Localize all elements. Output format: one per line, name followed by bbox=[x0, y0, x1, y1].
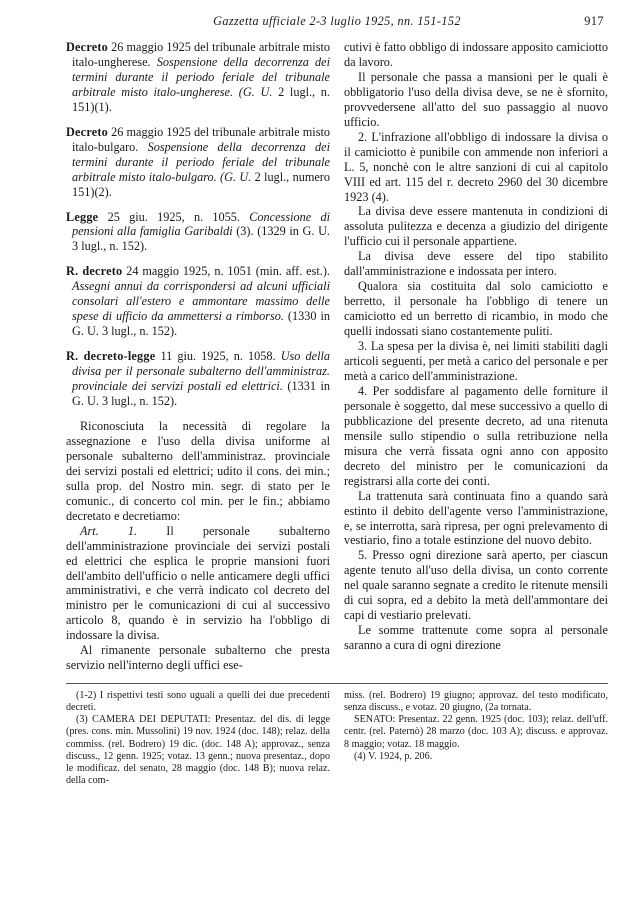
entry-lead: 11 giu. 1925, n. 1058. bbox=[155, 349, 281, 364]
entry-reference: (1331 in G. U. 3 lugl., n. 152). bbox=[72, 379, 331, 409]
article-1-text: Il personale subalterno dell'amministrazione provinciale dei servizi postali ed elettrici che esplica le proprie mansioni fuori dell'ambito dell'ufficio o nelle anticamere degli uffici amministrativi, e che verrà indicato col decreto del ministro per le comunicazioni di cui al successivo articolo 8, quando è in servizio ha l'obbligo di indossare la divisa. bbox=[66, 523, 331, 643]
entry-keyword: Decreto bbox=[66, 40, 108, 54]
entry-reference: (3). (1329 in G. U. 3 lugl., n. 152). bbox=[72, 224, 330, 254]
footnotes-right bbox=[344, 690, 608, 787]
footnotes-left bbox=[66, 690, 330, 787]
right-paragraph: La divisa deve essere mantenuta in condizioni di assoluta pulitezza e decenza a giudizio del dirigente l'ufficio cui il personale appartiene. bbox=[344, 204, 608, 249]
decree-entry bbox=[66, 210, 330, 255]
decree-entries bbox=[66, 40, 330, 409]
entry-keyword: Decreto bbox=[66, 124, 108, 139]
entry-lead: 26 maggio 1925 del tribunale arbitrale misto italo-ungherese. bbox=[72, 40, 330, 69]
right-paragraph: cutivi è fatto obbligo di indossare apposito camiciotto da lavoro. bbox=[344, 40, 608, 69]
article-1-label: Art. 1. bbox=[80, 523, 138, 538]
entry-reference: 2 lugl., n. 151)(1). bbox=[72, 84, 330, 114]
decree-entry bbox=[66, 349, 330, 409]
decree-entry bbox=[66, 125, 330, 200]
page-number: 917 bbox=[584, 14, 604, 28]
entry-keyword: Legge bbox=[66, 209, 99, 224]
entry-title: Concessione di pensioni alla famiglia Garibaldi bbox=[72, 209, 330, 239]
entry-lead: 26 maggio 1925 del tribunale arbitrale misto italo-bulgaro. bbox=[72, 124, 330, 154]
article-1-paragraph-2: Al rimanente personale subalterno che presta servizio nell'interno degli uffici ese- bbox=[66, 643, 330, 673]
entry-lead: 25 giu. 1925, n. 1055. bbox=[98, 209, 250, 224]
right-paragraph: La trattenuta sarà continuata fino a quando sarà estinto il debito dell'agente verso l'amministrazione, e, se interrotta, sarà ripresa, per ogni prelevamento di vestiario, fino a totale estinzione del nuovo debito. bbox=[344, 488, 608, 548]
decree-intro: Riconosciuta la necessità di regolare la assegnazione e l'uso della divisa uniforme al personale subalterno dell'amministraz. provinciale dei servizi postali ed elettrici; udito il cons. dei min.; sulla prop. del Nostro min. segr. di stato per le comunic., di concerto col min. per le fin.; abbiamo decretato e decretiamo: bbox=[66, 418, 330, 523]
entry-title: Uso della divisa per il personale subalterno dell'amministraz. provinciale dei servizi postali ed elettrici. bbox=[72, 349, 331, 394]
footnote: (3) CAMERA DEI DEPUTATI: Presentaz. del dis. di legge (pres. cons. min. Mussolini) 19 nov. 1924 (doc. 148); relaz. della commiss. (rel. Bodrero) 19 dic. (doc. 148 A); approvaz., senza discuss., 12 genn. 1925; votaz. 13 genn.; nuova presentaz., dopo le modificaz. del senato, 28 maggio (doc. 148 B); nuova relaz. della com- bbox=[66, 714, 330, 786]
footnote: (1-2) I rispettivi testi sono uguali a quelli dei due precedenti decreti. bbox=[66, 690, 330, 714]
right-column bbox=[344, 40, 608, 673]
entry-lead: 24 maggio 1925, n. 1051 (min. aff. est.). bbox=[122, 264, 330, 279]
right-paragraph: 4. Per soddisfare al pagamento delle forniture il personale è soggetto, dal mese successivo a quello di pubblicazione del presente decreto, ad una ritenuta mensile sullo stipendio o sulla retribuzione nella misura che verrà fissata ogni anno con apposito decreto del ministro per le comunicazioni da registrarsi alla corte dei conti. bbox=[344, 383, 608, 488]
right-paragraph: 5. Presso ogni direzione sarà aperto, per ciascun agente tenuto all'uso della divisa, un conto corrente nel quale saranno segnate a credito le ritenute mensili di cui sopra, ed a debito la metà dell'ammontare dei capi di vestiario prelevati. bbox=[344, 548, 608, 623]
entry-reference: (1330 in G. U. 3 lugl., n. 152). bbox=[72, 309, 331, 339]
decree-entry bbox=[66, 40, 330, 115]
footnotes bbox=[66, 683, 608, 787]
footnote: miss. (rel. Bodrero) 19 giugno; approvaz. del testo modificato, senza discuss., e votaz. 20 giugno, (2a tornata. bbox=[344, 690, 608, 714]
entry-title: Sospensione della decorrenza dei termini durante il periodo feriale del tribunale arbitrale misto italo-bulgaro. (G. U. bbox=[72, 139, 330, 184]
decree-entry bbox=[66, 264, 330, 339]
right-paragraph: 3. La spesa per la divisa è, nei limiti stabiliti dagli articoli seguenti, per metà a carico del personale e per metà a carico dell'amministrazione. bbox=[344, 339, 608, 383]
page-header bbox=[66, 14, 608, 36]
entry-reference: 2 lugl., numero 151)(2). bbox=[72, 169, 330, 199]
article-1 bbox=[66, 524, 330, 644]
right-paragraph: Qualora sia costituita dal solo camiciotto e berretto, il personale ha l'obbligo di tenere un camiciotto ed un berretto di ricambio, in modo che quelli indossati siano costantemente puliti. bbox=[344, 279, 608, 339]
right-paragraph: Il personale che passa a mansioni per le quali è obbligatorio l'uso della divisa deve, se ne è sfornito, provvedersene all'atto del suo passaggio al nuovo ufficio. bbox=[344, 69, 608, 129]
right-paragraph: La divisa deve essere del tipo stabilito dall'amministrazione e indossata per intero. bbox=[344, 249, 608, 279]
footnote: (4) V. 1924, p. 206. bbox=[354, 750, 433, 762]
right-paragraph: Le somme trattenute come sopra al personale saranno a cura di ogni direzione bbox=[344, 623, 608, 653]
entry-keyword: R. decreto bbox=[66, 264, 123, 279]
page-header-title: Gazzetta ufficiale 2-3 luglio 1925, nn. 151-152 bbox=[213, 14, 461, 28]
entry-title: Assegni annui da corrispondersi ad alcuni ufficiali consolari all'estero e ammontare massimo delle spese di ufficio da ammettersi a rimborso. bbox=[72, 279, 330, 324]
left-column bbox=[66, 40, 330, 673]
entry-keyword: R. decreto-legge bbox=[66, 349, 156, 364]
entry-title: Sospensione della decorrenza dei termini durante il periodo feriale del tribunale arbitrale misto italo-ungherese. (G. U. bbox=[72, 54, 330, 99]
right-paragraph: 2. L'infrazione all'obbligo di indossare la divisa o il camiciotto è punibile con ammende non inferiori a L. 5, nonchè con le altre sanzioni di cui al capitolo VIII ed art. 115 del r. decreto 2960 del 30 dicembre 1923 (4). bbox=[344, 129, 608, 204]
footnote: SENATO: Presentaz. 22 genn. 1925 (doc. 103); relaz. dell'uff. centr. (rel. Paternò) 28 marzo (doc. 103 A); discuss. e approvaz. 8 maggio; votaz. 18 maggio. bbox=[344, 714, 608, 750]
body-columns bbox=[66, 40, 608, 673]
